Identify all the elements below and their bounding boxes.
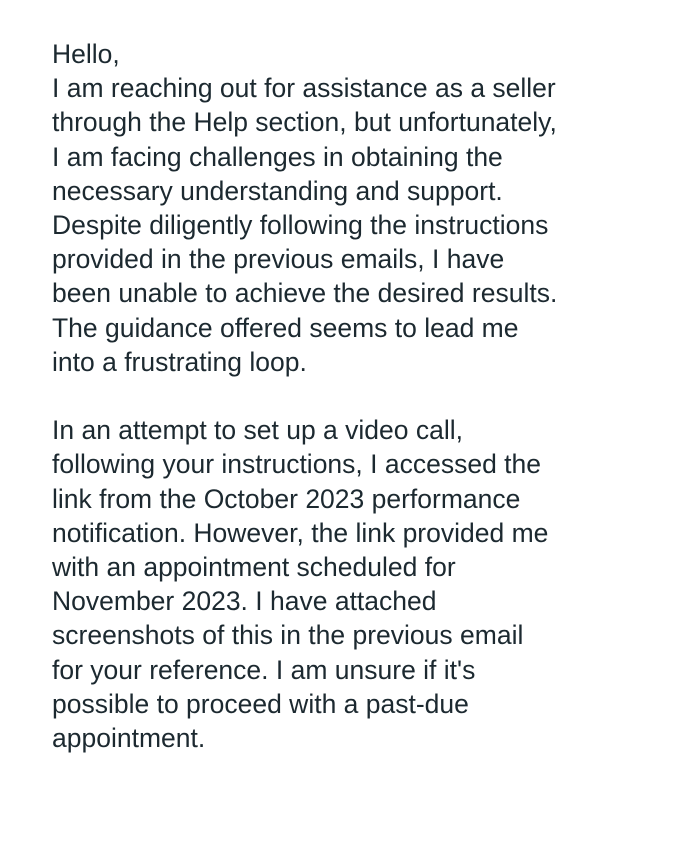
paragraph-2-line: screenshots of this in the previous email xyxy=(52,620,524,651)
paragraph-1-line: I am facing challenges in obtaining the xyxy=(52,141,503,172)
paragraph-2-line: November 2023. I have attached xyxy=(52,586,437,617)
paragraph-2-line: possible to proceed with a past-due xyxy=(52,688,469,719)
paragraph-2-line: for your reference. I am unsure if it's xyxy=(52,654,476,685)
paragraph-spacer xyxy=(52,379,652,413)
paragraph-1-line: into a frustrating loop. xyxy=(52,346,307,377)
paragraph-1-line: Despite diligently following the instructions xyxy=(52,210,549,241)
paragraph-2-line: link from the October 2023 performance xyxy=(52,483,521,514)
paragraph-2-line: appointment. xyxy=(52,723,206,754)
paragraph-1-line: through the Help section, but unfortunately, xyxy=(52,107,557,138)
paragraph-1-line: necessary understanding and support. xyxy=(52,175,503,206)
paragraph-2-line: following your instructions, I accessed the xyxy=(52,449,542,480)
paragraph-1-line: I am reaching out for assistance as a seller xyxy=(52,73,556,104)
paragraph-1-line: provided in the previous emails, I have xyxy=(52,244,505,275)
paragraph-2-line: with an appointment scheduled for xyxy=(52,552,456,583)
paragraph-2 xyxy=(52,413,652,755)
paragraph-1-line: been unable to achieve the desired results. xyxy=(52,278,558,309)
paragraph-1-line: The guidance offered seems to lead me xyxy=(52,312,519,343)
email-message-body xyxy=(52,37,652,755)
greeting-line: Hello, xyxy=(52,39,120,69)
paragraph-2-line: notification. However, the link provided me xyxy=(52,517,549,548)
paragraph-1 xyxy=(52,71,652,379)
paragraph-2-line: In an attempt to set up a video call, xyxy=(52,415,463,446)
